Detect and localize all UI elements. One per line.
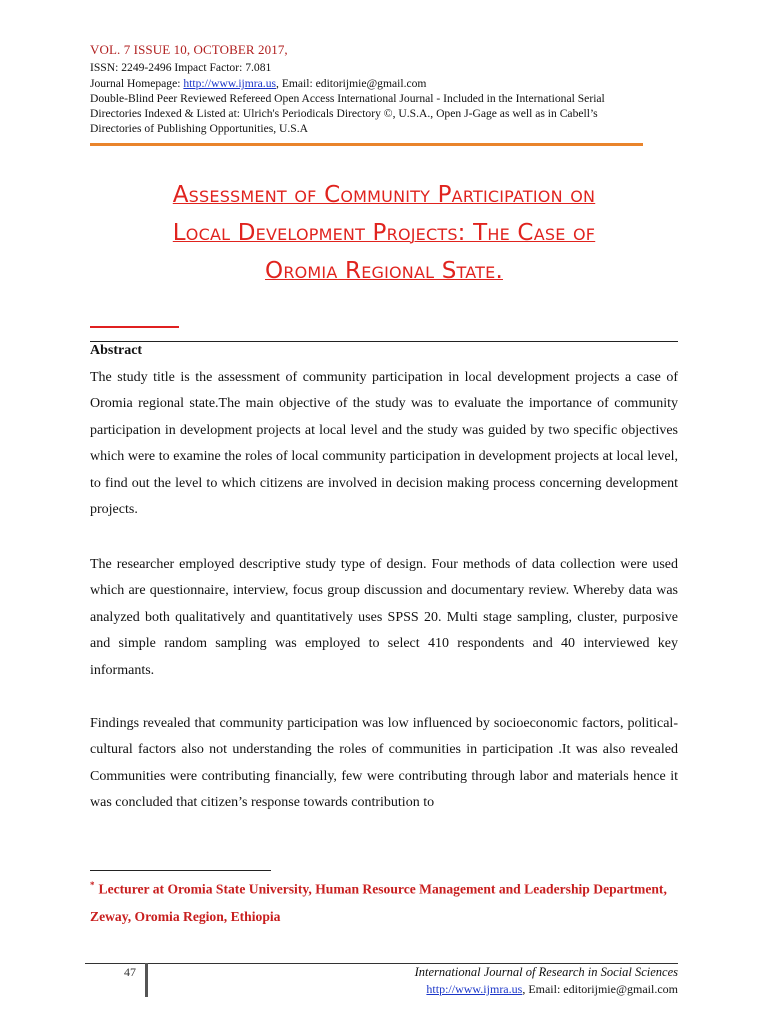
footnote-text: Lecturer at Oromia State University, Human Resource Management and Leadership Department, Zeway, Oromia Region, Ethiopia [90,881,667,924]
footer-vertical-bar [145,963,148,997]
abstract-divider [90,341,678,342]
footnote-divider [90,870,271,871]
abstract-paragraph-3: Findings revealed that community participation was low influenced by socioeconomic factors, political-cultural factors also not understanding the roles of communities in participation .It was also revealed Communities were contributing financially, few were contributing through labor and materials hence it was concluded that citizen’s response towards contribution to [90,716,678,811]
footer-email: , Email: editorijmie@gmail.com [522,982,678,996]
footer-rule [85,963,678,964]
abstract-paragraph-2: The researcher employed descriptive study type of design. Four methods of data collection were used which are questionnaire, interview, focus group discussion and documentary review. Whereby data was analyzed both qualitatively and quantitatively uses SPSS 20. Multi stage sampling, cluster, purposive and simple random sampling was employed to select 410 respondents and 40 interviewed key informants. [90,557,678,678]
author-marker-rule [90,326,179,328]
abstract-heading: Abstract [90,343,143,358]
abstract-paragraph-1: The study title is the assessment of community participation in local development projects a case of Oromia regional state.The main objective of the study was to evaluate the importance of community participation in development projects at local level and the study was guided by two specific objectives which were to examine the roles of local community participation in development projects at local level, to find out the level to which citizens are involved in decision making process concerning development projects. [90,370,678,518]
footer-journal-name: International Journal of Research in Social Sciences [414,965,678,979]
footer-url-link[interactable]: http://www.ijmra.us [426,982,523,996]
peer-review-line-1: Double-Blind Peer Reviewed Refereed Open Access International Journal - Included in the International Serial [90,92,605,105]
page-number: 47 [124,965,136,979]
title-line-3: Oromia Regional State. [265,258,503,284]
title-line-1: Assessment of Community Participation on [172,182,596,208]
paper-title [90,176,678,290]
header-divider [90,143,643,146]
homepage-link[interactable]: http://www.ijmra.us [183,77,277,90]
homepage-line [90,77,426,91]
peer-review-line-2: Directories Indexed & Listed at: Ulrich's Periodicals Directory ©, U.S.A., Open J-Gage as well as in Cabell’s [90,107,598,120]
peer-review-line-3: Directories of Publishing Opportunities, U.S.A [90,122,309,135]
volume-line: VOL. 7 ISSUE 10, OCTOBER 2017, [90,42,288,57]
header-email: , Email: editorijmie@gmail.com [276,77,427,90]
homepage-label: Journal Homepage: [90,77,184,90]
footnote-marker: * [90,880,95,890]
issn-line: ISSN: 2249-2496 Impact Factor: 7.081 [90,61,272,74]
title-line-2: Local Development Projects: The Case of [172,220,596,246]
footer-contact [426,982,678,997]
author-footnote [90,872,678,930]
